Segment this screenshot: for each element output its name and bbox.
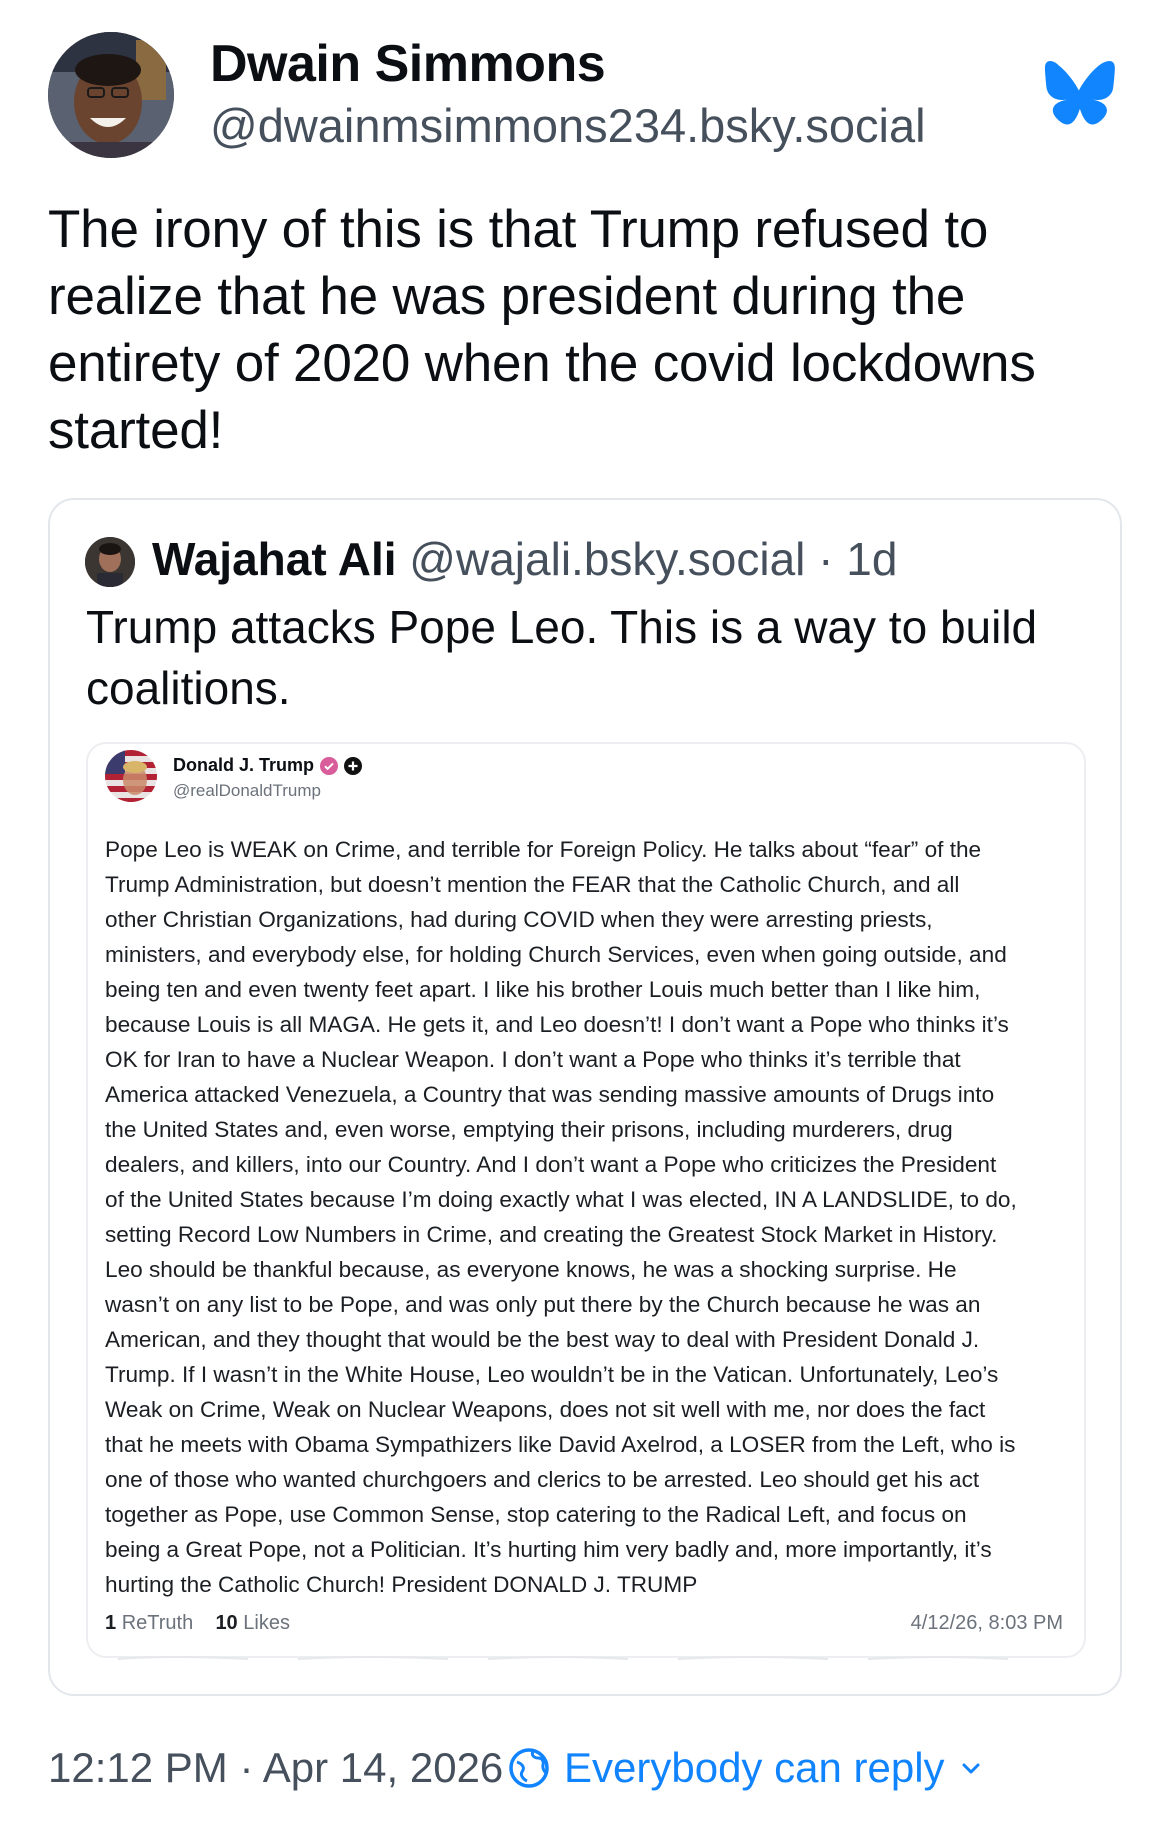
truth-stats bbox=[105, 1612, 290, 1635]
quoted-author-avatar[interactable] bbox=[85, 537, 135, 587]
verified-badge-icon bbox=[320, 757, 338, 775]
author-avatar[interactable] bbox=[48, 32, 174, 158]
plus-badge-icon bbox=[344, 757, 362, 775]
truth-author-avatar bbox=[105, 750, 157, 802]
author-name[interactable]: Dwain Simmons bbox=[210, 35, 606, 93]
chevron-down-icon[interactable] bbox=[959, 1756, 983, 1780]
truth-author-handle: @realDonaldTrump bbox=[173, 781, 321, 800]
likes-count: 10 bbox=[215, 1612, 238, 1634]
globe-icon bbox=[508, 1747, 550, 1789]
quoted-post-text: Trump attacks Pope Leo. This is a way to build coalitions. bbox=[86, 601, 1038, 714]
likes-label: Likes bbox=[243, 1612, 290, 1634]
post-timestamp: 12:12 PM · Apr 14, 2026 bbox=[48, 1744, 504, 1791]
truth-date: 4/12/26, 8:03 PM bbox=[910, 1612, 1063, 1634]
reply-setting-label[interactable]: Everybody can reply bbox=[564, 1744, 945, 1791]
retruth-label: ReTruth bbox=[121, 1612, 194, 1634]
bluesky-butterfly-icon bbox=[1044, 60, 1116, 126]
post-text: The irony of this is that Trump refused to realize that he was president during the entirety of 2020 when the covid lockdowns started! bbox=[48, 200, 1036, 460]
truth-author-name-row bbox=[173, 755, 362, 776]
author-handle[interactable]: @dwainmsimmons234.bsky.social bbox=[210, 99, 926, 152]
quoted-author-handle[interactable]: @wajali.bsky.social bbox=[409, 533, 806, 585]
quoted-post-header bbox=[152, 532, 897, 586]
truth-tab-bar-edge bbox=[108, 1656, 1068, 1660]
quoted-author-name[interactable]: Wajahat Ali bbox=[152, 533, 397, 585]
truth-post-text: Pope Leo is WEAK on Crime, and terrible for Foreign Policy. He talks about “fear” of the Trump Administration, but doesn’t mention the FEAR that the Catholic Church, and all other Christian Organizations, had during COVID when they were arresting priests, ministers, and everybody else, for holding Church Services, even when going outside, and being ten and even twenty feet apart. I like his brother Louis much better than I like him, because Louis is all MAGA. He gets it, and Leo doesn’t! I don’t want a Pope who thinks it’s OK for Iran to have a Nuclear Weapon. I don’t want a Pope who thinks it’s terrible that America attacked Venezuela, a Country that was sending massive amounts of Drugs into the United States and, even worse, emptying their prisons, including murderers, drug dealers, and killers, into our Country. And I don’t want a Pope who criticizes the President of the United States because I’m doing exactly what I was elected, IN A LANDSLIDE, to do, setting Record Low Numbers in Crime, and creating the Greatest Stock Market in History. Leo should be thankful because, as everyone knows, he was a shocking surprise. He wasn’t on any list to be Pope, and was only put there by the Church because he was an American, and they thought that would be the best way to deal with President Donald J. Trump. If I wasn’t in the White House, Leo wouldn’t be in the Vatican. Unfortunately, Leo’s Weak on Crime, Weak on Nuclear Weapons, does not sit well with me, nor does the fact that he meets with Obama Sympathizers like David Axelrod, a LOSER from the Left, who is one of those who wanted churchgoers and clerics to be arrested. Leo should get his act together as Pope, use Common Sense, stop catering to the Radical Left, and focus on being a Great Pope, not a Politician. It’s hurting him very badly and, more importantly, it’s hurting the Catholic Church! President DONALD J. TRUMP bbox=[105, 837, 1017, 1597]
quoted-post-age: · 1d bbox=[818, 533, 898, 585]
reply-setting-button[interactable] bbox=[508, 1744, 983, 1792]
truth-author-name: Donald J. Trump bbox=[173, 755, 315, 775]
retruth-count: 1 bbox=[105, 1612, 117, 1634]
